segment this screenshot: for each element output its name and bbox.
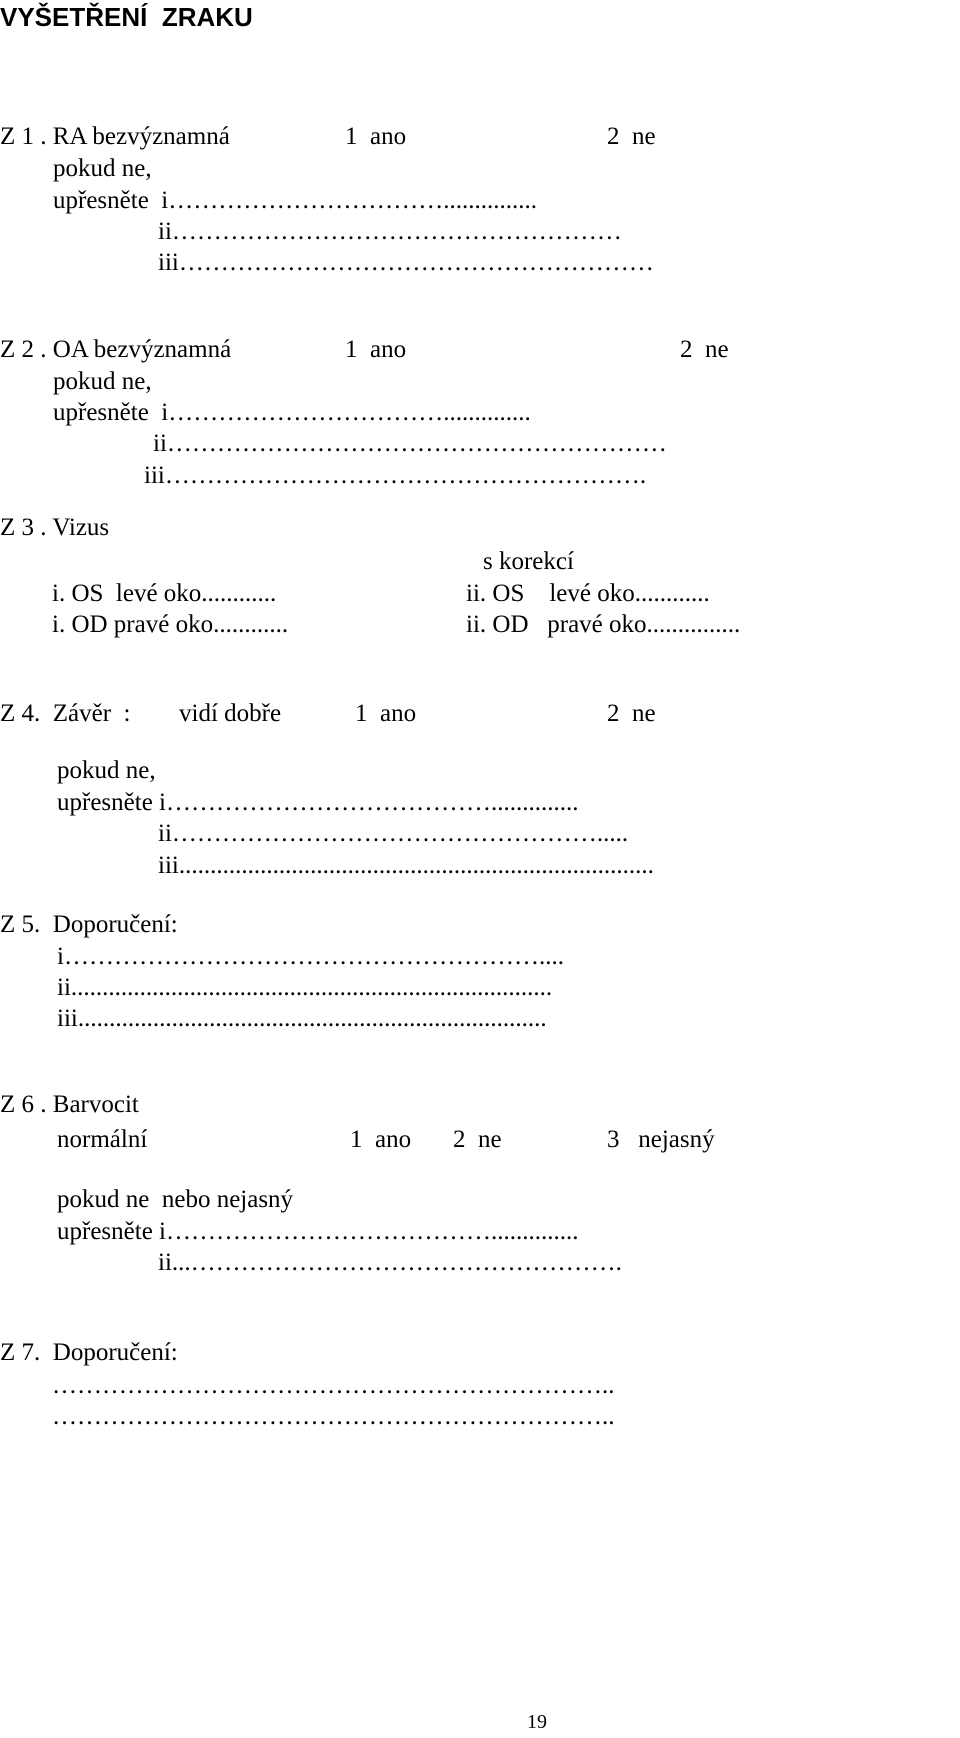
z6-option-unclear: 3 nejasný bbox=[607, 1126, 715, 1153]
z4-label: Z 4. Závěr : bbox=[0, 700, 131, 727]
z2-option-yes: 1 ano bbox=[345, 336, 407, 363]
z4-specify-line-ii: ii……………………………………………..... bbox=[158, 820, 629, 847]
z5-label: Z 5. Doporučení: bbox=[0, 911, 178, 938]
z4-if-no: pokud ne, bbox=[57, 757, 156, 784]
z3-label: Z 3 . Vizus bbox=[0, 514, 110, 541]
z2-specify-line-iii: iii…………………………………………………. bbox=[144, 462, 647, 489]
z1-option-no: 2 ne bbox=[607, 123, 656, 150]
z7-line-2: ………………………………………………………….. bbox=[52, 1403, 615, 1430]
z1-label: Z 1 . RA bezvýznamná bbox=[0, 123, 230, 150]
z1-option-yes: 1 ano bbox=[345, 123, 407, 150]
z4-option-yes: 1 ano bbox=[355, 700, 417, 727]
z2-option-no: 2 ne bbox=[680, 336, 729, 363]
z6-if-no-or-unclear: pokud ne nebo nejasný bbox=[57, 1186, 294, 1213]
z7-line-1: ………………………………………………………….. bbox=[52, 1372, 615, 1399]
z4-option-no: 2 ne bbox=[607, 700, 656, 727]
z1-specify-line-i: upřesněte i……………………………............... bbox=[53, 187, 537, 214]
z1-specify-line-iii: iii………………………………………………… bbox=[158, 249, 654, 276]
z3-od-right-corrected: ii. OD pravé oko............... bbox=[466, 611, 741, 638]
z1-specify-line-ii: ii……………………………………………… bbox=[158, 218, 622, 245]
z6-option-no: 2 ne bbox=[453, 1126, 502, 1153]
z6-label: Z 6 . Barvocit bbox=[0, 1091, 139, 1118]
z2-label: Z 2 . OA bezvýznamná bbox=[0, 336, 232, 363]
z2-specify-line-ii: ii…………………………………………………… bbox=[153, 430, 667, 457]
page-title: VYŠETŘENÍ ZRAKU bbox=[0, 2, 253, 32]
z6-specify-line-i: upřesněte i………………………………….............. bbox=[57, 1218, 579, 1245]
page-number: 19 bbox=[527, 1711, 547, 1733]
z3-with-correction: s korekcí bbox=[483, 548, 574, 575]
z5-line-iii: iii........................................................................... bbox=[57, 1005, 547, 1032]
z1-if-no: pokud ne, bbox=[53, 155, 152, 182]
z2-if-no: pokud ne, bbox=[53, 368, 152, 395]
z3-od-right: i. OD pravé oko............ bbox=[52, 611, 289, 638]
z5-line-i: i………………………………………………….... bbox=[57, 943, 564, 970]
z7-label: Z 7. Doporučení: bbox=[0, 1339, 178, 1366]
z5-line-ii: ii............................................................................. bbox=[57, 974, 553, 1001]
z6-normal: normální bbox=[57, 1126, 148, 1153]
z2-specify-line-i: upřesněte i…………………………….............. bbox=[53, 399, 531, 426]
z4-sees-well: vidí dobře bbox=[179, 700, 282, 727]
z4-specify-line-i: upřesněte i………………………………….............. bbox=[57, 789, 579, 816]
z6-option-yes: 1 ano bbox=[350, 1126, 412, 1153]
z6-specify-line-ii: ii...……………………………………………. bbox=[158, 1249, 622, 1276]
z3-os-left-corrected: ii. OS levé oko............ bbox=[466, 580, 710, 607]
z4-specify-line-iii: iii............................................................................ bbox=[158, 852, 654, 879]
z3-os-left: i. OS levé oko............ bbox=[52, 580, 277, 607]
